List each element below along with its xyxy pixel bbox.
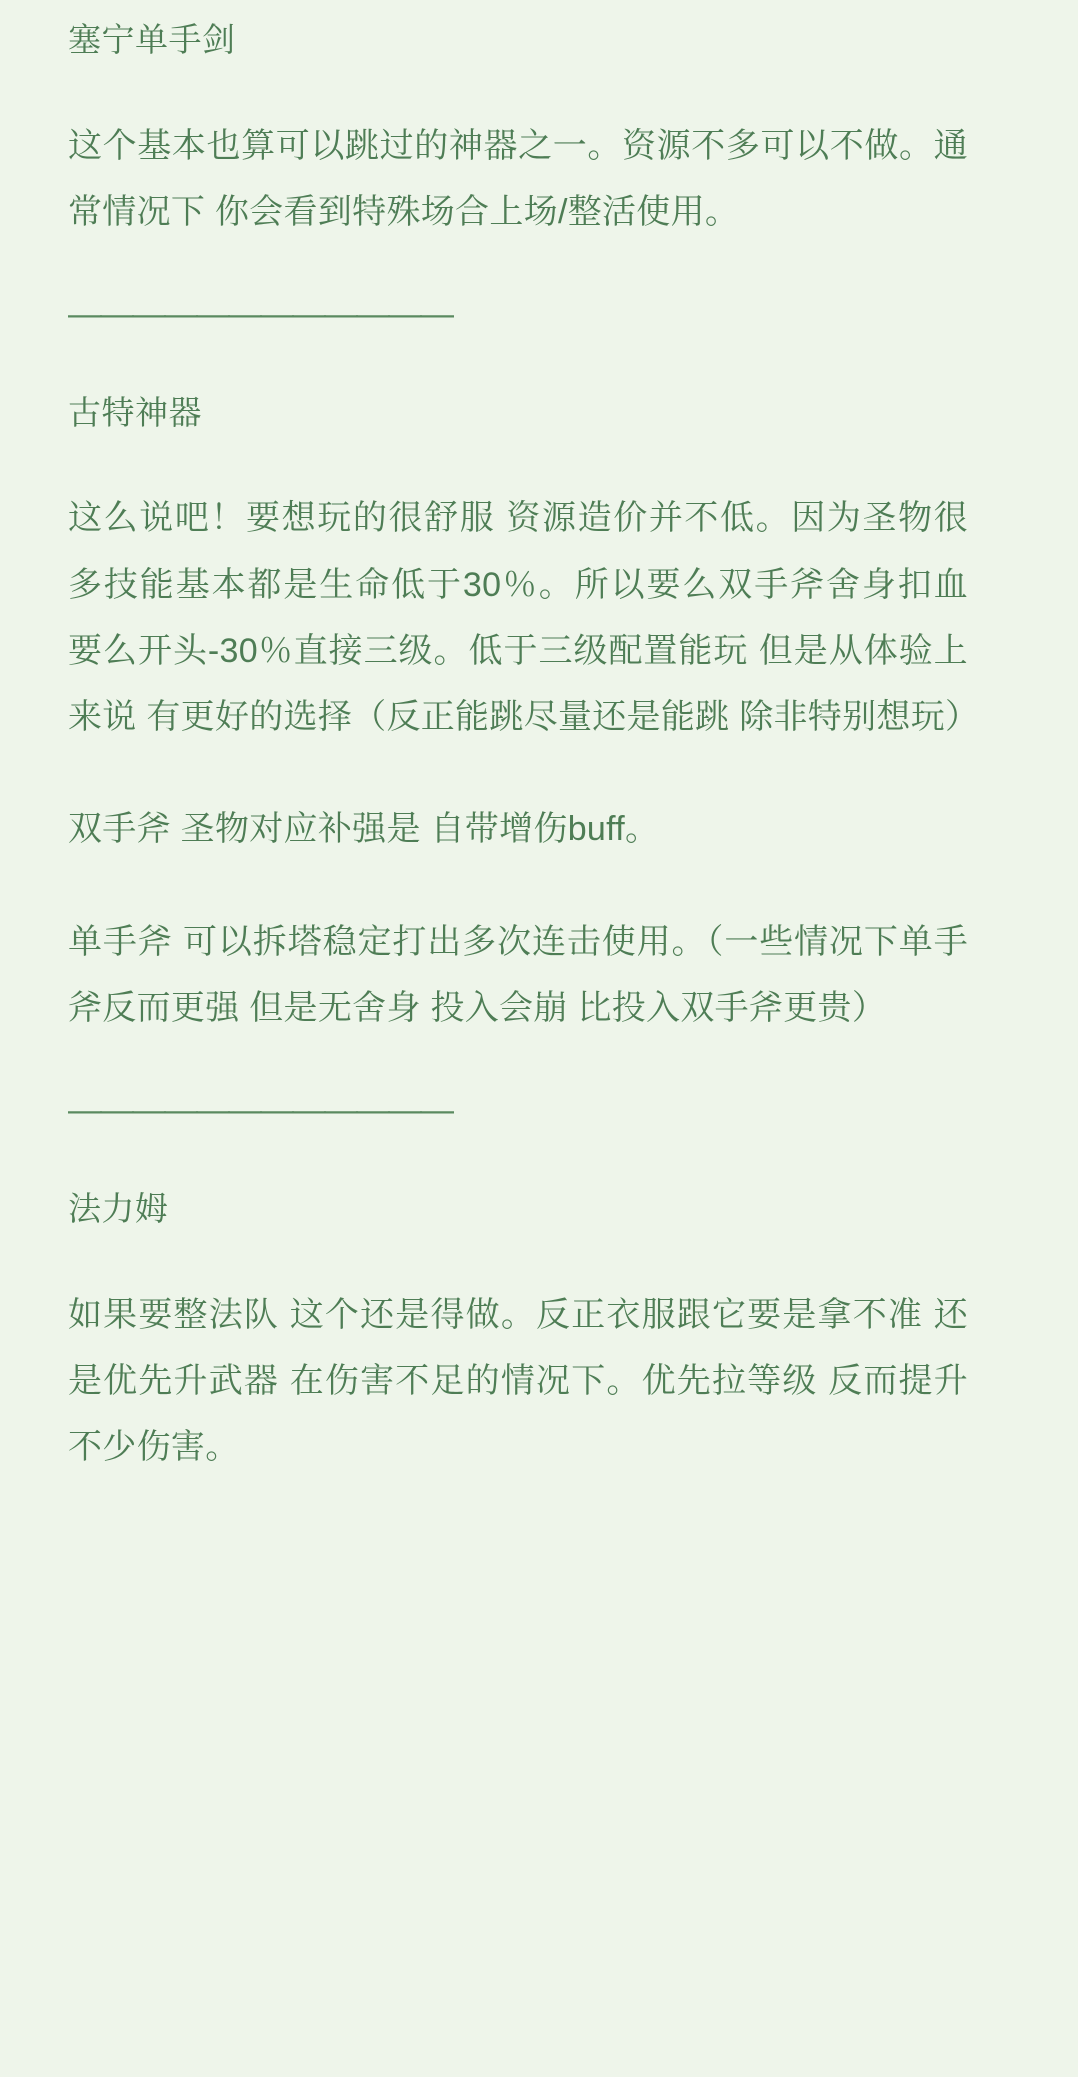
section-heading: 塞宁单手剑: [68, 21, 236, 58]
section-paragraph: 单手斧 可以拆塔稳定打出多次连击使用。（一些情况下单手斧反而更强 但是无舍身 投入会崩 比投入双手斧更贵）: [68, 922, 968, 1028]
section-divider: ————————————: [68, 295, 452, 334]
section-heading: 古特神器: [68, 393, 202, 431]
section-divider: ————————————: [68, 1091, 452, 1130]
section-paragraph: 双手斧 圣物对应补强是 自带增伤buff。: [68, 810, 660, 849]
section-falimu: [68, 1187, 1034, 1480]
section-sainin-sword: [68, 18, 1034, 339]
section-heading: 法力姆: [68, 1189, 169, 1227]
section-paragraph: 如果要整法队 这个还是得做。反正衣服跟它要是拿不准 还是优先升武器 在伤害不足的情况下。优先拉等级 反而提升不少伤害。: [68, 1295, 968, 1467]
section-gute-artifact: [68, 391, 1034, 1135]
section-paragraph: 这么说吧！要想玩的很舒服 资源造价并不低。因为圣物很多技能基本都是生命低于30％。所以要么双手斧舍身扣血 要么开头-30％直接三级。低于三级配置能玩 但是从体验上来说 有更好的选择（反正能跳尽量还是能跳 除非特别想玩）: [68, 499, 980, 737]
section-paragraph: 这个基本也算可以跳过的神器之一。资源不多可以不做。通常情况下 你会看到特殊场合上场/整活使用。: [68, 126, 968, 231]
